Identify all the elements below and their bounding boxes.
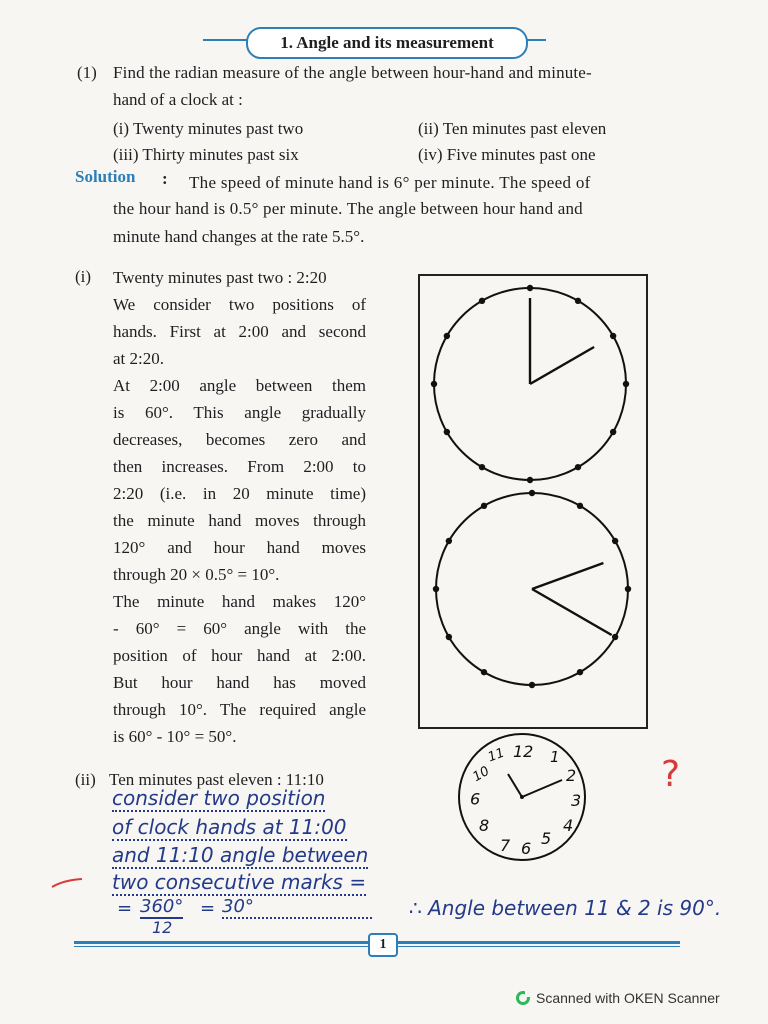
page-number: 1 <box>368 933 398 957</box>
part-i-line: 120° and hour hand moves <box>113 538 366 557</box>
part-i-number: (i) <box>75 267 92 286</box>
part-i-line: is 60°. This angle gradually <box>113 403 366 422</box>
part-i-line: the minute hand moves through <box>113 511 366 530</box>
fraction-numerator: 360° <box>140 896 184 917</box>
red-question-mark: ? <box>661 754 681 795</box>
solution-line-2: the hour hand is 0.5° per minute. The angle between hour hand and <box>113 199 583 218</box>
handwriting-line-3: and 11:10 angle between <box>112 843 369 867</box>
drawn-clock-number-12: 12 <box>513 742 534 761</box>
drawn-clock-number-7: 7 <box>500 836 511 855</box>
part-i-line: is 60° - 10° = 50°. <box>113 727 237 746</box>
part-i-line: hands. First at 2:00 and second <box>113 322 366 341</box>
fraction-result: 30° <box>222 896 372 919</box>
part-i-line: position of hour hand at 2:00. <box>113 646 366 665</box>
drawn-clock-number-11: 11 <box>485 745 507 766</box>
option-iv: (iv) Five minutes past one <box>418 145 596 164</box>
part-i-line: through 20 × 0.5° = 10°. <box>113 565 280 584</box>
question-line-2: hand of a clock at : <box>113 90 243 109</box>
part-i-line: The minute hand makes 120° <box>113 592 366 611</box>
drawn-clock-number-6: 6 <box>521 839 532 858</box>
part-i-line: through 10°. The required angle <box>113 700 366 719</box>
option-iii: (iii) Thirty minutes past six <box>113 145 299 164</box>
part-i-line: decreases, becomes zero and <box>113 430 366 449</box>
solution-line-3: minute hand changes at the rate 5.5°. <box>113 227 365 246</box>
drawn-clock-number-4: 4 <box>563 816 574 835</box>
solution-label: Solution <box>75 167 136 186</box>
part-i-line: at 2:20. <box>113 349 164 368</box>
fraction-eq: = <box>117 898 133 919</box>
drawn-clock-number-9: 9 <box>470 789 481 808</box>
chapter-title: 1. Angle and its measurement <box>246 27 528 59</box>
scanner-footer-text: Scanned with OKEN Scanner <box>536 990 720 1006</box>
solution-line-1: The speed of minute hand is 6° per minute. The speed of <box>189 173 591 192</box>
fraction-eq-2: = <box>200 898 216 919</box>
drawn-clock-number-1: 1 <box>550 748 560 766</box>
option-i: (i) Twenty minutes past two <box>113 119 304 138</box>
part-ii-heading: Ten minutes past eleven : 11:10 <box>109 770 324 789</box>
part-i-line: then increases. From 2:00 to <box>113 457 366 476</box>
fraction-denominator: 12 <box>152 918 173 937</box>
scanner-logo-icon <box>516 991 530 1005</box>
option-ii: (ii) Ten minutes past eleven <box>418 119 607 138</box>
question-number: (1) <box>77 63 97 82</box>
drawn-clock-number-2: 2 <box>566 766 577 785</box>
part-ii-number: (ii) <box>75 770 96 789</box>
handwriting-line-1: consider two position <box>112 786 326 810</box>
part-i-line: We consider two positions of <box>113 295 366 314</box>
question-line-1: Find the radian measure of the angle between hour-hand and minute- <box>113 63 592 82</box>
drawn-clock-number-8: 8 <box>479 816 490 835</box>
conclusion-text: ∴ Angle between 11 & 2 is 90°. <box>409 896 722 920</box>
drawn-clock-number-10: 10 <box>470 763 493 786</box>
handwriting-line-4: two consecutive marks = <box>112 870 367 894</box>
part-i-line: 2:20 (i.e. in 20 minute time) <box>113 484 366 503</box>
handwriting-line-2: of clock hands at 11:00 <box>112 815 347 839</box>
solution-colon: : <box>162 169 168 188</box>
part-i-line: At 2:00 angle between them <box>113 376 366 395</box>
part-i-line: But hour hand has moved <box>113 673 366 692</box>
part-i-line: Twenty minutes past two : 2:20 <box>113 268 327 287</box>
drawn-clock-number-3: 3 <box>571 791 582 810</box>
part-i-line: - 60° = 60° angle with the <box>113 619 366 638</box>
drawn-clock-number-5: 5 <box>541 829 552 848</box>
